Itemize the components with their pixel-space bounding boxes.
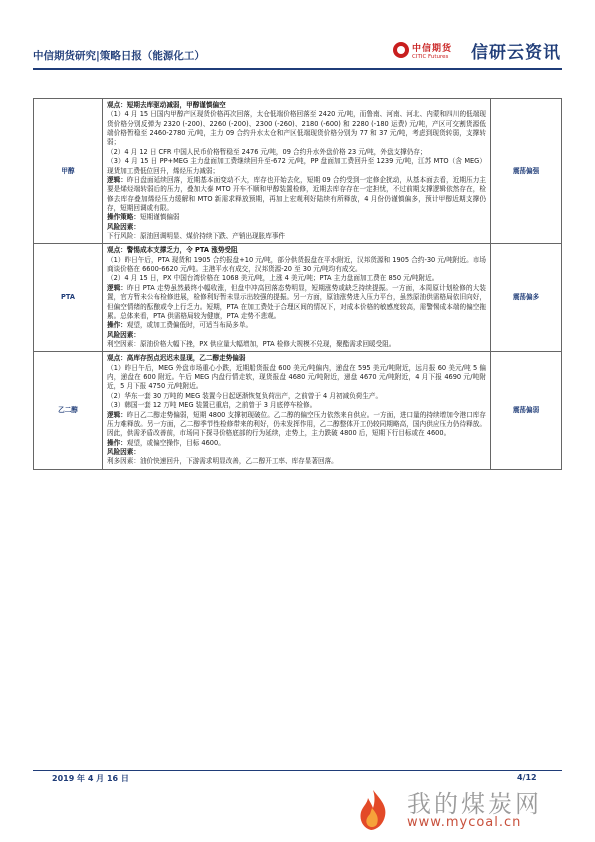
paragraph-heading: 观点：警惕成本支撑乏力，令 PTA 涨势受阻	[107, 246, 238, 255]
paragraph-text: 利多因素：油价快速回升，下游需求明显改善，乙二醇开工率、库存显著回落。	[107, 457, 338, 466]
product-name: 乙二醇	[34, 352, 103, 469]
paragraph-text: 昨日盘面延续回落，近期基本面变动不大，库存也开始去化，短期 09 合约受到一定修企扰动，从基本面去看，近期压力主要是烯烃端转弱后的压力，叠加大泰 MTO 开车不顺和甲醇装置检修，近期去库存存在一定担忧，不过前期支撑逻辑依然存在，检修去库存叠加烯烃压力缓解和 MTO 新需求释放预期，再加上宏观利好陆续有所释放，4 月份仍谨慎偏多，预计甲醇近期支撑仍存，短期回调或有限。	[107, 175, 486, 212]
footer-rule	[33, 770, 562, 771]
page-number: 4/12	[517, 773, 537, 782]
paragraph-heading: 风险因素：	[107, 222, 140, 231]
page-header	[33, 0, 562, 72]
product-name: 甲醇	[34, 99, 103, 244]
paragraph-text: 观望，或加工费偏低时，可适当布局多单。	[126, 321, 253, 330]
analysis-paragraph	[107, 256, 486, 275]
analysis-paragraph	[107, 401, 486, 410]
analysis-content	[103, 244, 491, 352]
analysis-paragraph	[107, 284, 486, 321]
analysis-paragraph	[107, 340, 486, 349]
market-view: 震荡偏强	[491, 99, 562, 244]
watermark-cn: 我的煤炭网	[407, 790, 542, 818]
market-view: 震荡偏弱	[491, 352, 562, 469]
paragraph-text: （3）4 月 15 日 PP+MEG 主力盘面加工费继续回升至-672 元/吨，PP 盘面加工费回升至 1239 元/吨，江苏 MTO（含 MEG）现货加工费低位回升，烯烃压力减弱；	[107, 157, 486, 175]
strategy-table	[33, 98, 562, 470]
table-row	[34, 99, 562, 244]
paragraph-text: 昨日 PTA 走势虽然最终小幅收涨，但盘中冲高回落态势明显，短期涨势或缺乏持续提振。一方面，本周原计划检修的大装置，官方暂未公布检修进展，检修利好暂未显示出较强的提振。另一方面，原油涨势进入压力平台，虽然原油供需格局依旧向好，但偏空情绪的酝酿或令上行乏力。短期，PTA 在加工费处于合理区间的情况下，对成本价格的敏感度较高，需警惕成本端的偏空拖累。总体来看，PTA 供需格局较为健康，PTA 走势不悲观。	[107, 283, 486, 320]
report-date: 2019 年 4 月 16 日	[52, 774, 129, 783]
flame-logo-icon	[355, 788, 391, 832]
paragraph-heading: 逻辑：	[107, 175, 127, 184]
paragraph-text: （2）华东一套 30 万吨的 MEG 装置今日起逐渐恢复负荷出产，之前曾于 4 月初减负荷生产。	[107, 391, 383, 400]
paragraph-heading: 观点：高库存拐点迟迟未显现，乙二醇走势偏弱	[107, 354, 246, 363]
paragraph-text: （1）4 月 15 日国内甲醇产区现货价格再次回落，太仓低端价格回落至 2420 元/吨，而鲁南、河南、河北、内蒙和四川的低端现货价格分别反弹为 2320 (-200)、2260 (-200)、2300 (-260)、2180 (-600) 和 2280 (-180 运费) 元/吨，产区可交割货源低端价格暂稳至 2460-2780 元/吨，主力 09 合约升水太仓和产区低端现货价格分别为 77 和 37 元/吨，考虑到现货转弱，支撑转弱；	[107, 110, 486, 147]
analysis-paragraph	[107, 321, 486, 330]
paragraph-heading: 观点：短期去库驱动减弱，甲醇谨慎偏空	[107, 101, 226, 109]
header-rule	[33, 68, 562, 70]
analysis-paragraph	[107, 354, 486, 363]
paragraph-heading: 操作：	[107, 321, 127, 330]
analysis-paragraph	[107, 274, 486, 283]
paragraph-text: （2）4 月 12 日 CFR 中国人民币价格暂稳至 2476 元/吨，09 合约升水外盘价格 23 元/吨，外盘支撑仍存；	[107, 147, 427, 156]
analysis-paragraph	[107, 439, 486, 448]
paragraph-heading: 逻辑：	[107, 283, 128, 292]
paragraph-text: （1）昨日午后，MEG 外盘市场重心小跌，近期船货报盘 600 美元/吨偏内，递盘在 595 美元/吨附近，远月报 60 美元/吨 5 偏内，递盘在 600 附近。午后 MEG 内盘行情走软，现货报盘 4680 元/吨附近，递盘 4670 元/吨附近，4 月下报 4690 元/吨附近，5 月下报 4750 元/吨附近。	[107, 363, 486, 391]
paragraph-text: 利空因素：原油价格大幅下挫，PX 供应量大幅增加，PTA 检修大规模不兑现，聚酯需求回暖受阻。	[107, 339, 396, 348]
paragraph-text: 下行风险：原油回调明显、煤价持续下跌、产销出现胀库事件	[107, 232, 286, 241]
paragraph-heading: 操作策略：	[107, 213, 140, 222]
brand-name: 信研云资讯	[471, 43, 561, 63]
analysis-paragraph	[107, 392, 486, 401]
analysis-paragraph	[107, 411, 486, 439]
analysis-paragraph	[107, 176, 486, 213]
paragraph-text: （3）韩国一套 12 万吨 MEG 装置已重启，之前曾于 3 月底停车检修。	[107, 401, 317, 410]
paragraph-text: 观望，或偏空操作，目标 4600。	[126, 438, 225, 447]
mycoal-watermark	[345, 782, 585, 837]
analysis-paragraph	[107, 331, 486, 340]
paragraph-text: （2）4 月 15 日，PX 中国台湾价格在 1068 美元/吨，上涨 4 美元/吨；PTA 主力盘面加工费在 850 元/吨附近。	[107, 274, 439, 283]
paragraph-heading: 风险因素：	[107, 447, 140, 456]
analysis-paragraph	[107, 223, 486, 232]
report-title: 中信期货研究|策略日报（能源化工）	[33, 50, 205, 62]
analysis-paragraph	[107, 148, 486, 157]
watermark-url: www.mycoal.cn	[407, 815, 522, 830]
analysis-paragraph	[107, 110, 486, 147]
analysis-paragraph	[107, 457, 486, 466]
paragraph-text: 昨日乙二醇走势偏弱，短期 4800 支撑初现破位。乙二醇的偏空压力依然来自供应。一方面，进口量的持续增加令港口库存压力难释放。另一方面，乙二醇季节性检修带来的利好，仍未发挥作用，乙二醇整体开工仍较同期略高，国内供应压力仍待释放。因此，供需矛盾改善前，市场同下探寻价格底部的行为延续，走势上，主力跌破 4800 后，短期下行目标或在 4600。	[107, 410, 486, 438]
citic-futures-logo	[393, 40, 467, 66]
citic-logo-icon	[393, 42, 409, 58]
logo-cn-text: 中信期货	[412, 44, 453, 54]
analysis-paragraph	[107, 246, 486, 255]
table-row	[34, 244, 562, 352]
analysis-paragraph	[107, 232, 486, 241]
market-view: 震荡偏多	[491, 244, 562, 352]
paragraph-text: （1）昨日午后，PTA 现货和 1905 合约报盘+10 元/吨，部分供货报盘在平水附近，汉邦货源和 1905 合约-30 元/吨附近。市场商谈价格在 6600-6620 元/吨。主港平水有成交，汉邦货源-20 至 30 元/吨均有成交。	[107, 255, 486, 274]
analysis-paragraph	[107, 364, 486, 392]
product-name: PTA	[34, 244, 103, 352]
paragraph-heading: 逻辑：	[107, 410, 127, 419]
analysis-paragraph	[107, 157, 486, 176]
paragraph-heading: 风险因素：	[107, 330, 140, 339]
logo-en-text: CITIC Futures	[412, 54, 449, 60]
table-row	[34, 352, 562, 469]
paragraph-text: 短期谨慎偏弱	[139, 213, 180, 222]
analysis-content	[103, 99, 491, 244]
analysis-content	[103, 352, 491, 469]
analysis-paragraph	[107, 448, 486, 457]
analysis-paragraph	[107, 213, 486, 222]
paragraph-heading: 操作：	[107, 438, 127, 447]
analysis-paragraph	[107, 101, 486, 110]
